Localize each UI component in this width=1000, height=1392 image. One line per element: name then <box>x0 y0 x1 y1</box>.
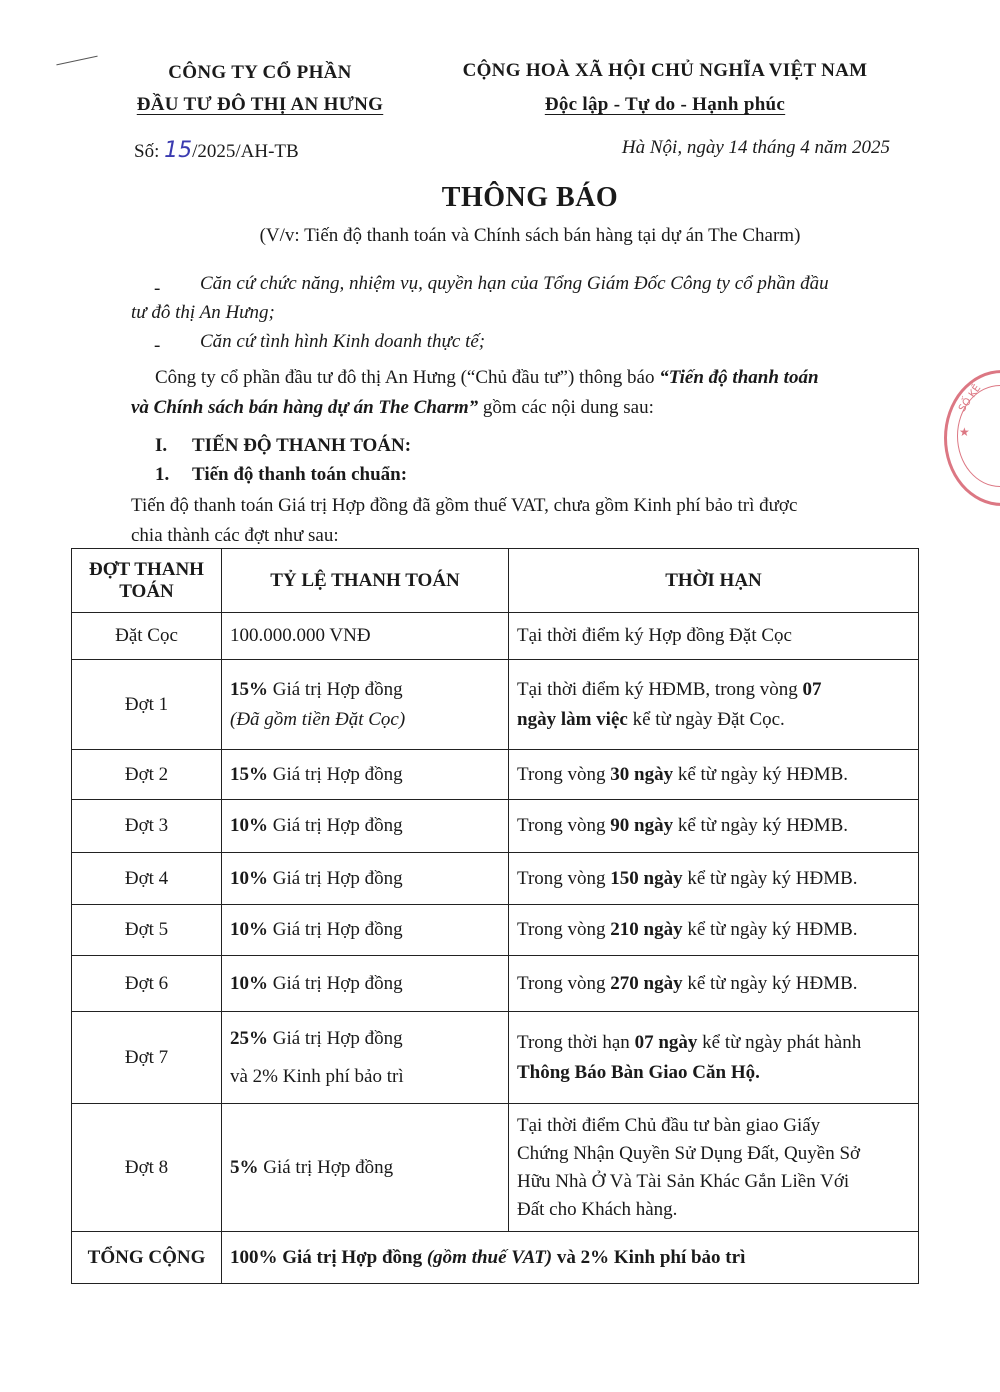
doc-number-prefix: Số: <box>134 141 160 162</box>
basis-bullet-1: - <box>154 278 161 299</box>
page-title: THÔNG BÁO <box>441 182 619 213</box>
row-period: Đợt 6 <box>72 956 222 1012</box>
rate-line <box>230 675 500 705</box>
term-line1 <box>517 675 910 705</box>
company-name-line2: ĐẦU TƯ ĐÔ THỊ AN HƯNG <box>136 94 384 115</box>
red-seal-stamp <box>944 370 1000 506</box>
payment-schedule-table <box>71 548 919 1284</box>
rate-text: Giá trị Hợp đồng <box>268 763 403 785</box>
term-line3: Hữu Nhà Ở Và Tài Sản Khác Gắn Liền Với <box>517 1170 850 1192</box>
row-rate <box>222 1012 509 1104</box>
total-label: TỔNG CỘNG <box>72 1232 222 1284</box>
pen-mark <box>56 56 97 66</box>
rate-note: và 2% Kinh phí bảo trì <box>230 1065 404 1087</box>
rate-text: Giá trị Hợp đồng <box>268 678 403 700</box>
term-line4: Đất cho Khách hàng. <box>517 1198 678 1220</box>
term-text: Trong vòng <box>517 815 611 836</box>
rate-percent: 10% <box>230 972 268 994</box>
intro-line2 <box>131 394 911 422</box>
rate-percent: 25% <box>230 1027 268 1049</box>
rate-text: Giá trị Hợp đồng <box>268 1027 403 1049</box>
rate-percent: 10% <box>230 815 268 836</box>
table-row <box>72 956 919 1012</box>
row-period: Đợt 5 <box>72 905 222 956</box>
rate-percent: 10% <box>230 919 268 940</box>
row-rate <box>222 660 509 750</box>
table-row <box>72 613 919 660</box>
table-row <box>72 853 919 905</box>
term-text-end: kể từ ngày ký HĐMB. <box>673 815 849 836</box>
term-days: 210 ngày <box>610 919 683 940</box>
rate-text: Giá trị Hợp đồng <box>258 1156 394 1178</box>
seal-text: SỐ KẾ <box>956 382 984 415</box>
term-text: Trong vòng <box>517 867 611 889</box>
row-period: Đợt 4 <box>72 853 222 905</box>
term-text-end: kể từ ngày Đặt Cọc. <box>627 708 785 730</box>
term-days: 270 ngày <box>610 972 683 994</box>
row-term <box>509 905 919 956</box>
row-period: Đợt 7 <box>72 1012 222 1104</box>
row-rate <box>222 1104 509 1232</box>
doc-number-suffix: /2025/AH-TB <box>192 141 299 162</box>
section-1-title: TIẾN ĐỘ THANH TOÁN: <box>192 435 412 456</box>
row-rate: 100.000.000 VNĐ <box>222 613 509 660</box>
row-term <box>509 660 919 750</box>
page-subtitle: (V/v: Tiến độ thanh toán và Chính sách bán hàng tại dự án The Charm) <box>259 225 801 246</box>
term-text: Trong vòng <box>517 972 611 994</box>
row-term: Tại thời điểm ký Hợp đồng Đặt Cọc <box>509 613 919 660</box>
term-text: Trong vòng <box>517 919 611 940</box>
rate-percent: 5% <box>230 1156 259 1178</box>
rate-text: Giá trị Hợp đồng <box>268 972 403 994</box>
subsection-1-number: 1. <box>155 464 170 485</box>
row-term <box>509 956 919 1012</box>
intro-quote-line2: và Chính sách bán hàng dự án The Charm” <box>131 397 479 418</box>
row-rate <box>222 905 509 956</box>
table-row <box>72 660 919 750</box>
rate-text: Giá trị Hợp đồng <box>268 867 403 889</box>
term-text: Trong thời hạn <box>517 1031 635 1053</box>
row-rate <box>222 853 509 905</box>
rate-percent: 10% <box>230 867 268 889</box>
row-rate <box>222 800 509 853</box>
row-term <box>509 1104 919 1232</box>
term-line2: Thông Báo Bàn Giao Căn Hộ. <box>517 1061 760 1083</box>
table-row <box>72 750 919 800</box>
table-total-row <box>72 1232 919 1284</box>
header-period-line2: TOÁN <box>119 580 174 602</box>
rate-percent: 15% <box>230 678 268 700</box>
intro-part2: gồm các nội dung sau: <box>478 397 654 418</box>
rate-text: Giá trị Hợp đồng <box>268 919 403 940</box>
seal-star-icon: ★ <box>959 425 970 439</box>
nation-title: CỘNG HOÀ XÃ HỘI CHỦ NGHĨA VIỆT NAM <box>462 60 868 81</box>
row-term <box>509 853 919 905</box>
row-term <box>509 800 919 853</box>
term-text-end: kể từ ngày ký HĐMB. <box>682 867 858 889</box>
table-intro-line1: Tiến độ thanh toán Giá trị Hợp đồng đã gồm thuế VAT, chưa gồm Kinh phí bảo trì được <box>131 495 798 516</box>
nation-motto: Độc lập - Tự do - Hạnh phúc <box>544 94 786 115</box>
total-part3: và 2% Kinh phí bảo trì <box>552 1246 746 1268</box>
term-days: 30 ngày <box>610 763 674 785</box>
table-header-row <box>72 549 919 613</box>
row-period: Đợt 1 <box>72 660 222 750</box>
document-number <box>134 137 299 166</box>
basis-bullet-2: - <box>154 335 161 356</box>
rate-line <box>230 1020 500 1058</box>
term-text-end: kể từ ngày ký HĐMB. <box>682 919 858 940</box>
term-line1: Tại thời điểm Chủ đầu tư bàn giao Giấy <box>517 1114 821 1136</box>
basis-1-line1: Căn cứ chức năng, nhiệm vụ, quyền hạn của Tổng Giám Đốc Công ty cổ phần đầu <box>200 273 829 294</box>
row-period: Đợt 3 <box>72 800 222 853</box>
rate-note: (Đã gồm tiền Đặt Cọc) <box>230 708 406 730</box>
term-text-end: kể từ ngày ký HĐMB. <box>682 972 858 994</box>
term-text: Trong vòng <box>517 763 611 785</box>
term-text-end: kể từ ngày phát hành <box>697 1031 862 1053</box>
row-period: Đặt Cọc <box>72 613 222 660</box>
total-part1: 100% Giá trị Hợp đồng <box>230 1246 427 1268</box>
doc-number-handwritten: 15 <box>164 138 193 163</box>
header-period <box>72 549 222 613</box>
term-text: Tại thời điểm ký HĐMB, trong vòng <box>517 678 803 700</box>
total-part2: (gồm thuế VAT) <box>426 1246 553 1268</box>
term-line2: Chứng Nhận Quyền Sử Dụng Đất, Quyền Sở <box>517 1142 861 1164</box>
company-name-line1: CÔNG TY CỔ PHẦN <box>168 62 352 83</box>
subsection-1-title: Tiến độ thanh toán chuẩn: <box>192 464 408 485</box>
rate-percent: 15% <box>230 763 268 785</box>
table-row <box>72 1012 919 1104</box>
term-line2 <box>517 705 910 735</box>
row-rate <box>222 750 509 800</box>
term-workdays: ngày làm việc <box>517 708 628 730</box>
header-rate: TỶ LỆ THANH TOÁN <box>222 549 509 613</box>
place-date: Hà Nội, ngày 14 tháng 4 năm 2025 <box>621 137 890 158</box>
basis-1-line2: tư đô thị An Hưng; <box>131 302 275 323</box>
term-line1 <box>517 1028 910 1058</box>
row-period: Đợt 2 <box>72 750 222 800</box>
table-row <box>72 905 919 956</box>
row-period: Đợt 8 <box>72 1104 222 1232</box>
term-text-end: kể từ ngày ký HĐMB. <box>673 763 849 785</box>
basis-2-line1: Căn cứ tình hình Kinh doanh thực tế; <box>200 331 486 352</box>
term-days: 90 ngày <box>610 815 674 836</box>
row-rate <box>222 956 509 1012</box>
rate-text: Giá trị Hợp đồng <box>268 815 403 836</box>
row-term <box>509 1012 919 1104</box>
total-value <box>222 1232 919 1284</box>
term-days: 07 ngày <box>634 1031 698 1053</box>
row-term <box>509 750 919 800</box>
header-term: THỜI HẠN <box>509 549 919 613</box>
intro-line1 <box>155 364 915 392</box>
intro-part1: Công ty cổ phần đầu tư đô thị An Hưng (“Chủ đầu tư”) thông báo <box>155 367 660 388</box>
term-days: 07 <box>802 678 822 700</box>
term-days: 150 ngày <box>610 867 683 889</box>
intro-quote-line1: “Tiến độ thanh toán <box>659 367 819 388</box>
header-period-line1: ĐỢT THANH <box>89 558 204 580</box>
section-1-number: I. <box>155 435 168 456</box>
table-intro-line2: chia thành các đợt như sau: <box>131 525 339 546</box>
table-row <box>72 800 919 853</box>
table-row <box>72 1104 919 1232</box>
